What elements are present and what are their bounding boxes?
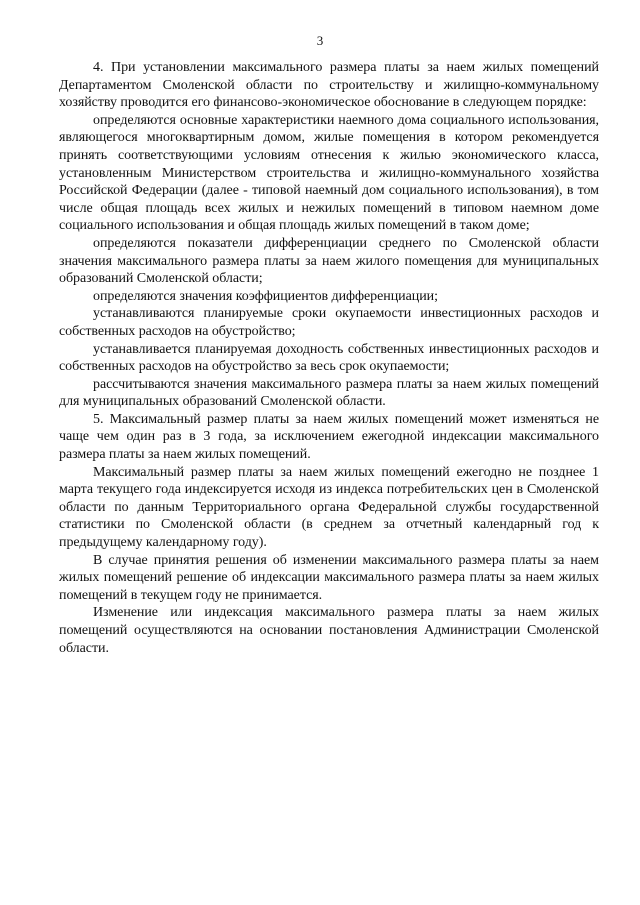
page-number: 3 — [316, 33, 324, 48]
paragraph-coefficients: определяются значения коэффициентов дифференциации; — [93, 288, 438, 304]
paragraph-profitability: устанавливается планируемая доходность собственных инвестиционных расходов и собственных расходов на обустройство за весь срок окупаемости; — [59, 341, 599, 375]
document-body — [59, 59, 599, 657]
paragraph-payback-period: устанавливаются планируемые сроки окупаемости инвестиционных расходов и собственных расходов на обустройство; — [59, 306, 599, 339]
paragraph-4-intro: 4. При установлении максимального размера платы за наем жилых помещений Департаментом Смоленской области по строительству и жилищно-коммунальному хозяйству проводится его финансово-экономическое обоснование в следующем порядке: — [59, 60, 599, 111]
paragraph-calculation: рассчитываются значения максимального размера платы за наем жилых помещений для муниципальных образований Смоленской области. — [59, 376, 599, 410]
paragraph-indexation: Максимальный размер платы за наем жилых помещений ежегодно не позднее 1 марта текущего года индексируется исходя из индекса потребительских цен в Смоленской области по данным Территориального органа Федеральной службы государственной статистики по Смоленской области (в среднем за отчетный календарный год к предыдущему календарному году). — [59, 464, 599, 551]
paragraph-basis: Изменение или индексация максимального размера платы за наем жилых помещений осуществляются на основании постановления Администрации Смоленской области. — [59, 605, 599, 656]
paragraph-change-decision: В случае принятия решения об изменении максимального размера платы за наем жилых помещений решение об индексации максимального размера платы за наем жилых помещений в текущем году не принимается. — [59, 552, 599, 603]
paragraph-characteristics: определяются основные характеристики наемного дома социального использования, являющегося многоквартирным домом, жилые помещения в котором рекомендуется принять соответствующими условиям отнесения к жилью экономического класса, установленным Министерством строительства и жилищно-коммунального хозяйства Российской Федерации (далее - типовой наемный дом социального использования), в том числе общая площадь всех жилых и нежилых помещений в типовом наемном доме социального использования и общая площадь жилых помещений в таком доме; — [59, 112, 599, 234]
paragraph-5-frequency: 5. Максимальный размер платы за наем жилых помещений может изменяться не чаще чем один раз в 3 года, за исключением ежегодной индексации максимального размера платы за наем жилых помещений. — [59, 411, 599, 463]
paragraph-differentiation-indicators: определяются показатели дифференциации среднего по Смоленской области значения максимального размера платы за наем жилого помещения для муниципальных образований Смоленской области; — [59, 235, 599, 287]
